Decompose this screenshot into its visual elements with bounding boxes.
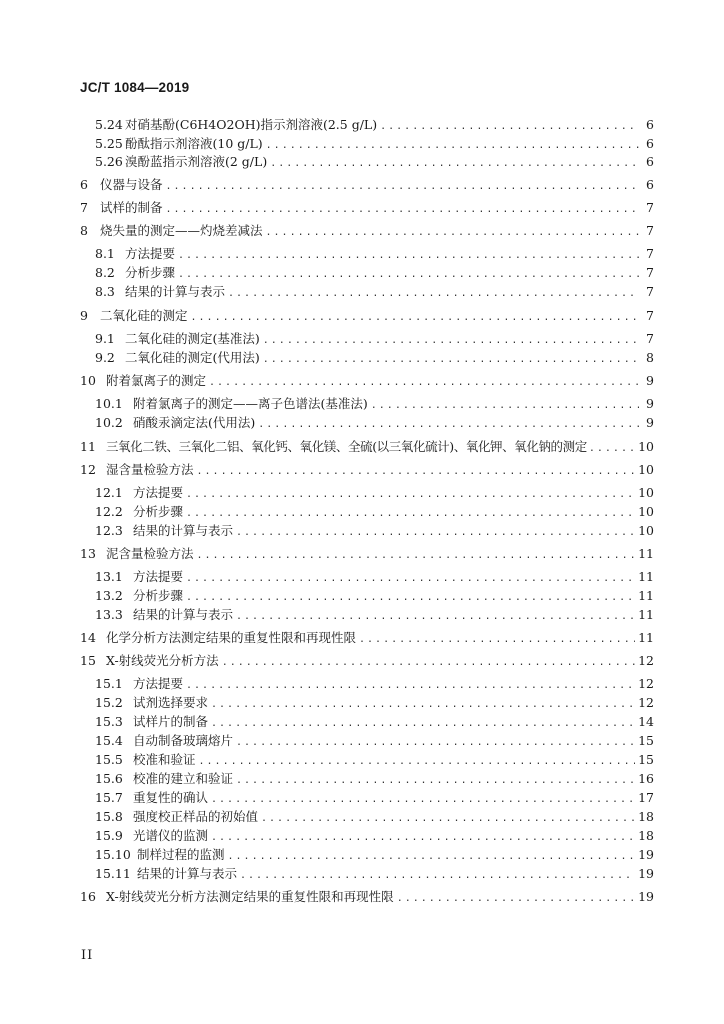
toc-title: 烧失量的测定——灼烧差减法 (100, 223, 263, 238)
toc-title: 仪器与设备 (100, 177, 163, 192)
toc-title: 分析步骤 (125, 265, 176, 280)
toc-number: 13.3 (95, 607, 123, 622)
toc-page: 10 (638, 462, 654, 477)
toc-page: 19 (638, 889, 654, 904)
dot-leader (258, 416, 639, 434)
dot-leader (240, 867, 635, 885)
dot-leader (359, 631, 635, 649)
toc-page: 10 (638, 504, 654, 519)
toc-title: 二氧化硅的测定(代用法) (125, 350, 260, 365)
toc-entry[interactable] (80, 199, 654, 217)
dot-leader (166, 201, 639, 219)
toc-page: 7 (646, 331, 654, 346)
toc-number: 9.1 (95, 331, 115, 346)
toc-title: 泥含量检验方法 (106, 546, 194, 561)
toc-page: 11 (638, 569, 654, 584)
dot-leader (197, 547, 636, 565)
toc-page: 10 (638, 439, 654, 454)
toc-entry[interactable] (95, 865, 654, 883)
toc-number: 7 (80, 200, 88, 215)
dot-leader (236, 772, 635, 790)
toc-page: 17 (638, 790, 654, 805)
dot-leader (380, 118, 639, 136)
toc-title: 自动制备玻璃熔片 (133, 733, 234, 748)
toc-title: 试样片的制备 (133, 714, 209, 729)
dot-leader (211, 715, 635, 733)
dot-leader (186, 486, 635, 504)
dot-leader (261, 810, 635, 828)
dot-leader (371, 397, 639, 415)
dot-leader (186, 677, 635, 695)
dot-leader (236, 734, 635, 752)
toc-entry[interactable] (95, 587, 654, 605)
dot-leader (186, 570, 635, 588)
toc-title: 二氧化硅的测定(基准法) (125, 331, 260, 346)
dot-leader (209, 374, 639, 392)
toc-page: 19 (638, 847, 654, 862)
toc-entry[interactable] (95, 789, 654, 807)
toc-number: 15.1 (95, 676, 123, 691)
toc-title: 光谱仪的监测 (133, 828, 209, 843)
toc-page: 6 (646, 154, 654, 169)
toc-number: 6 (80, 177, 88, 192)
dot-leader (211, 829, 635, 847)
dot-leader (178, 266, 639, 284)
toc-page: 19 (638, 866, 654, 881)
toc-page: 15 (638, 733, 654, 748)
dot-leader (186, 505, 635, 523)
toc-title: 分析步骤 (133, 588, 184, 603)
toc-title: 试剂选择要求 (133, 695, 209, 710)
toc-entry[interactable] (95, 732, 654, 750)
toc-entry[interactable] (80, 307, 654, 325)
dot-leader (178, 247, 639, 265)
toc-entry[interactable] (95, 770, 654, 788)
toc-title: 分析步骤 (133, 504, 184, 519)
dot-leader (228, 848, 636, 866)
toc-entry[interactable] (80, 461, 654, 479)
toc-number: 9.2 (95, 350, 115, 365)
toc-entry[interactable] (95, 751, 654, 769)
toc-number: 15.10 (95, 847, 131, 862)
toc-title: 湿含量检验方法 (106, 462, 194, 477)
toc-title: 方法提要 (133, 676, 184, 691)
toc-title: 溴酚蓝指示剂溶液(2 g/L) (125, 154, 268, 169)
dot-leader (263, 351, 639, 369)
toc-entry[interactable] (95, 713, 654, 731)
toc-title: 强度校正样品的初始值 (133, 809, 259, 824)
toc-page: 10 (638, 485, 654, 500)
toc-page: 9 (646, 415, 654, 430)
dot-leader (222, 654, 635, 672)
toc-entry[interactable] (95, 503, 654, 521)
toc-entry[interactable] (95, 568, 654, 586)
toc-title: 方法提要 (133, 569, 184, 584)
toc-number: 12.1 (95, 485, 123, 500)
dot-leader (589, 440, 636, 458)
toc-title: 校准和验证 (133, 752, 196, 767)
toc-number: 10.1 (95, 396, 123, 411)
toc-entry[interactable] (95, 283, 654, 301)
dot-leader (211, 696, 635, 714)
toc-page: 11 (638, 630, 654, 645)
toc-page: 6 (646, 117, 654, 132)
toc-page: 12 (638, 653, 654, 668)
toc-title: 酚酞指示剂溶液(10 g/L) (125, 136, 263, 151)
toc-entry[interactable] (95, 264, 654, 282)
toc-page: 9 (646, 396, 654, 411)
toc-number: 13.2 (95, 588, 123, 603)
toc-number: 14 (80, 630, 96, 645)
toc-title: 硝酸汞滴定法(代用法) (133, 415, 256, 430)
toc-page: 11 (638, 546, 654, 561)
dot-leader (199, 753, 636, 771)
toc-title: 方法提要 (133, 485, 184, 500)
toc-number: 5.26 (95, 154, 123, 169)
dot-leader (166, 178, 639, 196)
toc-title: X-射线荧光分析方法 (106, 653, 219, 668)
toc-number: 12 (80, 462, 96, 477)
toc-page: 14 (638, 714, 654, 729)
toc-number: 15.11 (95, 866, 131, 881)
toc-page: 7 (646, 246, 654, 261)
toc-title: 三氧化二铁、三氧化二铝、氧化钙、氧化镁、全硫(以三氧化硫计)、氧化钾、氧化钠的测定 (106, 439, 587, 454)
toc-entry[interactable] (80, 438, 654, 456)
toc-title: 附着氯离子的测定——离子色谱法(基准法) (133, 396, 368, 411)
toc-title: 化学分析方法测定结果的重复性限和再现性限 (106, 630, 357, 645)
toc-entry[interactable] (95, 484, 654, 502)
dot-leader (197, 463, 636, 481)
toc-number: 15.3 (95, 714, 123, 729)
toc-entry[interactable] (80, 888, 654, 906)
toc-title: 对硝基酚(C6H4O2OH)指示剂溶液(2.5 g/L) (125, 117, 378, 132)
toc-number: 10 (80, 373, 96, 388)
toc-number: 15.7 (95, 790, 123, 805)
toc-title: 试样的制备 (100, 200, 163, 215)
toc-entry[interactable] (80, 372, 654, 390)
toc-entry[interactable] (95, 606, 654, 624)
toc-page: 6 (646, 136, 654, 151)
standard-code: JC/T 1084—2019 (80, 80, 190, 95)
toc-page: 12 (638, 676, 654, 691)
toc-title: 结果的计算与表示 (125, 284, 226, 299)
toc-page: 12 (638, 695, 654, 710)
toc-number: 15.9 (95, 828, 123, 843)
toc-page: 18 (638, 828, 654, 843)
dot-leader (397, 890, 635, 908)
toc-entry[interactable] (80, 652, 654, 670)
toc-entry[interactable] (80, 629, 654, 647)
toc-number: 5.24 (95, 117, 123, 132)
toc-number: 8 (80, 223, 88, 238)
toc-title: 重复性的确认 (133, 790, 209, 805)
toc-page: 10 (638, 523, 654, 538)
toc-page: 15 (638, 752, 654, 767)
toc-page: 8 (646, 350, 654, 365)
toc-entry[interactable] (95, 827, 654, 845)
toc-entry[interactable] (95, 522, 654, 540)
toc-number: 5.25 (95, 136, 123, 151)
toc-entry[interactable] (95, 395, 654, 413)
toc-entry[interactable] (95, 116, 654, 134)
toc-number: 8.3 (95, 284, 115, 299)
toc-entry[interactable] (95, 675, 654, 693)
dot-leader (228, 285, 639, 303)
toc-number: 15.2 (95, 695, 123, 710)
toc-entry[interactable] (95, 349, 654, 367)
dot-leader (191, 309, 639, 327)
toc-title: 附着氯离子的测定 (106, 373, 207, 388)
toc-title: 结果的计算与表示 (137, 866, 238, 881)
toc-number: 13 (80, 546, 96, 561)
toc-number: 15 (80, 653, 96, 668)
toc-number: 8.2 (95, 265, 115, 280)
toc-number: 13.1 (95, 569, 123, 584)
toc-page: 7 (646, 284, 654, 299)
toc-page: 7 (646, 223, 654, 238)
toc-number: 15.5 (95, 752, 123, 767)
toc-number: 15.8 (95, 809, 123, 824)
dot-leader (266, 224, 639, 242)
toc-number: 11 (80, 439, 96, 454)
toc-page: 11 (638, 607, 654, 622)
toc-entry[interactable] (95, 808, 654, 826)
toc-number: 15.6 (95, 771, 123, 786)
toc-entry[interactable] (95, 330, 654, 348)
toc-page: 7 (646, 308, 654, 323)
toc-title: 方法提要 (125, 246, 176, 261)
dot-leader (263, 332, 639, 350)
dot-leader (270, 155, 639, 173)
toc-entry[interactable] (95, 135, 654, 153)
toc-title: 结果的计算与表示 (133, 607, 234, 622)
toc-page: 18 (638, 809, 654, 824)
toc-number: 16 (80, 889, 96, 904)
toc-title: 结果的计算与表示 (133, 523, 234, 538)
toc-entry[interactable] (95, 414, 654, 432)
toc-title: 校准的建立和验证 (133, 771, 234, 786)
dot-leader (236, 524, 635, 542)
toc-page: 16 (638, 771, 654, 786)
toc-title: 二氧化硅的测定 (100, 308, 188, 323)
toc-page: 9 (646, 373, 654, 388)
toc-page: 6 (646, 177, 654, 192)
toc-page: 11 (638, 588, 654, 603)
toc-title: 制样过程的监测 (137, 847, 225, 862)
toc-entry[interactable] (95, 694, 654, 712)
toc-entry[interactable] (95, 245, 654, 263)
toc-entry[interactable] (95, 846, 654, 864)
toc-number: 9 (80, 308, 88, 323)
dot-leader (236, 608, 635, 626)
toc-number: 12.3 (95, 523, 123, 538)
toc-entry[interactable] (80, 222, 654, 240)
page-number: II (81, 948, 94, 963)
toc-number: 10.2 (95, 415, 123, 430)
dot-leader (186, 589, 635, 607)
toc-entry[interactable] (80, 545, 654, 563)
dot-leader (211, 791, 635, 809)
toc-number: 8.1 (95, 246, 115, 261)
toc-number: 12.2 (95, 504, 123, 519)
toc-page: 7 (646, 200, 654, 215)
toc-number: 15.4 (95, 733, 123, 748)
toc-entry[interactable] (95, 153, 654, 171)
toc-page: 7 (646, 265, 654, 280)
toc-title: X-射线荧光分析方法测定结果的重复性限和再现性限 (106, 889, 394, 904)
toc-entry[interactable] (80, 176, 654, 194)
